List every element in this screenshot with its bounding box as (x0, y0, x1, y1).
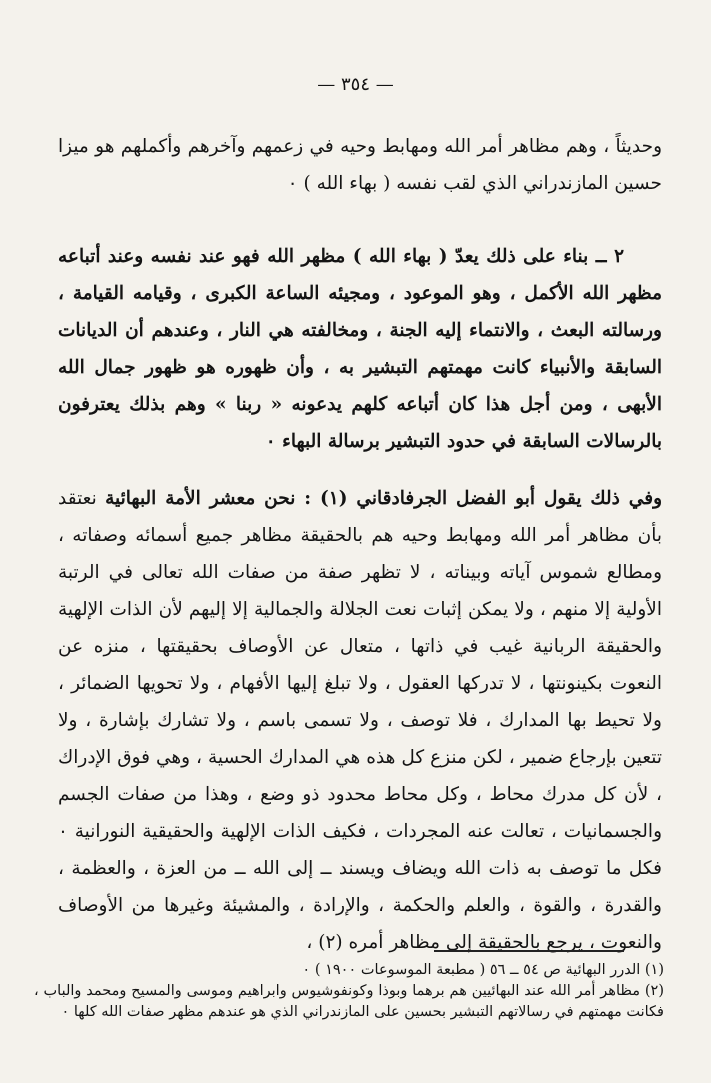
paragraph-3 (58, 480, 662, 961)
footnotes (34, 960, 664, 1023)
footnote-1: (١) الدرر البهائية ص ٥٤ ــ ٥٦ ( مطبعة الموسوعات ١٩٠٠ ) ٠ (302, 962, 664, 978)
footnote-divider (434, 950, 624, 952)
body-text (58, 128, 662, 961)
footnote-2: (٢) مظاهر أمر الله عند البهائيين هم برهما وبوذا وكونفوشيوس وابراهيم وموسى والمسيح ومحمد والباب ، فكانت مهمتهم في رسالاتهم التبشير بحسين على المازندراني الذي هو عندهم مظهر صفات الله كلها ٠ (34, 983, 664, 1020)
paragraph-3-lead: وفي ذلك يقول أبو الفضل الجرفادقاني (١) : نحن معشر الأمة البهائية (105, 488, 662, 509)
paragraph-2: ٢ ــ بناء على ذلك يعدّ ( بهاء الله ) مظهر الله فهو عند نفسه وعند أتباعه مظهر الله الأكمل ، وهو الموعود ، ومجيئه الساعة الكبرى ، وقيامه القيامة ، ورسالته البعث ، والانتماء إليه الجنة ، ومخالفته هي النار ، وعندهم أن الديانات السابقة والأنبياء كانت مهمتهم التبشير به ، وأن ظهوره هو ظهور جمال الله الأبهى ، ومن أجل هذا كان أتباعه كلهم يدعونه « ربنا » وهم بذلك يعترفون بالرسالات السابقة في حدود التبشير برسالة البهاء ٠ (58, 246, 662, 452)
page-number: — ٣٥٤ — (317, 74, 394, 95)
paragraph-3-body: نعتقد بأن مظاهر أمر الله ومهابط وحيه هم بالحقيقة مظاهر جميع أسمائه وصفاته ، ومطالع شموس آياته وبيناته ، لا تظهر صفة من صفات الله تعالى في الرتبة الأولية إلا منهم ، ولا يمكن إثبات نعت الجلالة والجمالية إلا إليهم لأن الذات الإلهية والحقيقة الربانية غيب في ذاتها ، متعال عن الأوصاف بحقيقتها ، منزه عن النعوت بكينونتها ، لا تدركها العقول ، ولا تبلغ إليها الأفهام ، ولا تحويها الضمائر ، ولا تحيط بها المدارك ، فلا توصف ، ولا تسمى باسم ، ولا تشارك بإشارة ، ولا تتعين بإرجاع ضمير ، لكن منزع كل هذه هي المدارك الحسية ، وهي فوق الإدراك ، لأن كل مدرك محاط ، وكل محاط محدود ذو وضع ، وهذا من صفات الجسم والجسمانيات ، تعالت عنه المجردات ، فكيف الذات الإلهية والحقيقية النورانية ٠ فكل ما توصف به ذات الله ويضاف ويسند ــ إلى الله ــ من العزة ، والعظمة ، والقدرة ، والقوة ، والعلم والحكمة ، والإرادة ، والمشيئة وغيرها من الأوصاف والنعوت ، يرجع بالحقيقة إلى مظاهر أمره (٢) ، (58, 488, 662, 953)
paragraph-1: وحديثاً ، وهم مظاهر أمر الله ومهابط وحيه في زعمهم وآخرهم وأكملهم هو ميزا حسين المازندراني الذي لقب نفسه ( بهاء الله ) ٠ (58, 136, 662, 194)
